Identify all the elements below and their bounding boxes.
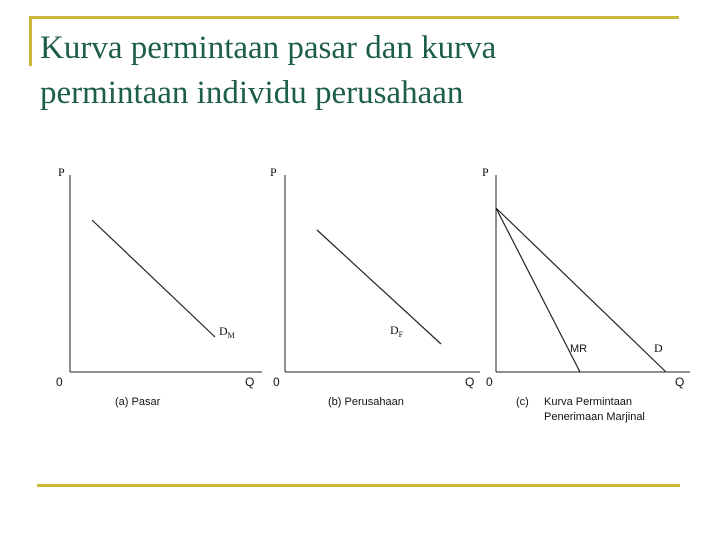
- panel-a-demand-curve: [92, 220, 215, 337]
- panel-a-curve-sub: M: [227, 331, 235, 340]
- panel-b-p-label: P: [270, 165, 277, 179]
- panel-c-origin-label: 0: [486, 375, 493, 389]
- bottom-rule: [37, 484, 680, 487]
- panel-b-demand-curve: [317, 230, 441, 344]
- panel-b: [270, 165, 480, 408]
- panel-a-curve-label: [219, 324, 235, 340]
- panel-c-d-label: D: [654, 341, 663, 355]
- panel-c-q-label: Q: [675, 375, 685, 389]
- panel-c: [482, 165, 690, 423]
- panel-a-origin-label: 0: [56, 375, 63, 389]
- panel-b-curve-sub: F: [398, 330, 404, 339]
- panel-b-curve-label: [390, 323, 404, 339]
- title-line-2: permintaan individu perusahaan: [40, 75, 464, 111]
- panel-a: [56, 165, 262, 408]
- panel-c-caption-line-1: Kurva Permintaan: [544, 396, 633, 408]
- panel-a-p-label: P: [58, 165, 65, 179]
- panel-a-q-label: Q: [245, 375, 255, 389]
- panel-b-curve-d: D: [390, 323, 399, 337]
- panel-c-caption-line-2: Penerimaan Marjinal: [544, 411, 645, 423]
- panel-c-mr-label: MR: [570, 343, 588, 355]
- panel-c-p-label: P: [482, 165, 489, 179]
- panel-b-origin-label: 0: [273, 375, 280, 389]
- panel-c-caption-prefix: (c): [516, 396, 529, 408]
- panel-a-caption: (a) Pasar: [115, 396, 161, 408]
- panel-b-caption: (b) Perusahaan: [328, 396, 404, 408]
- title-line-1: Kurva permintaan pasar dan kurva: [40, 30, 497, 66]
- panel-a-curve-d: D: [219, 324, 228, 338]
- panel-c-mr-curve: [496, 208, 580, 372]
- panel-b-q-label: Q: [465, 375, 475, 389]
